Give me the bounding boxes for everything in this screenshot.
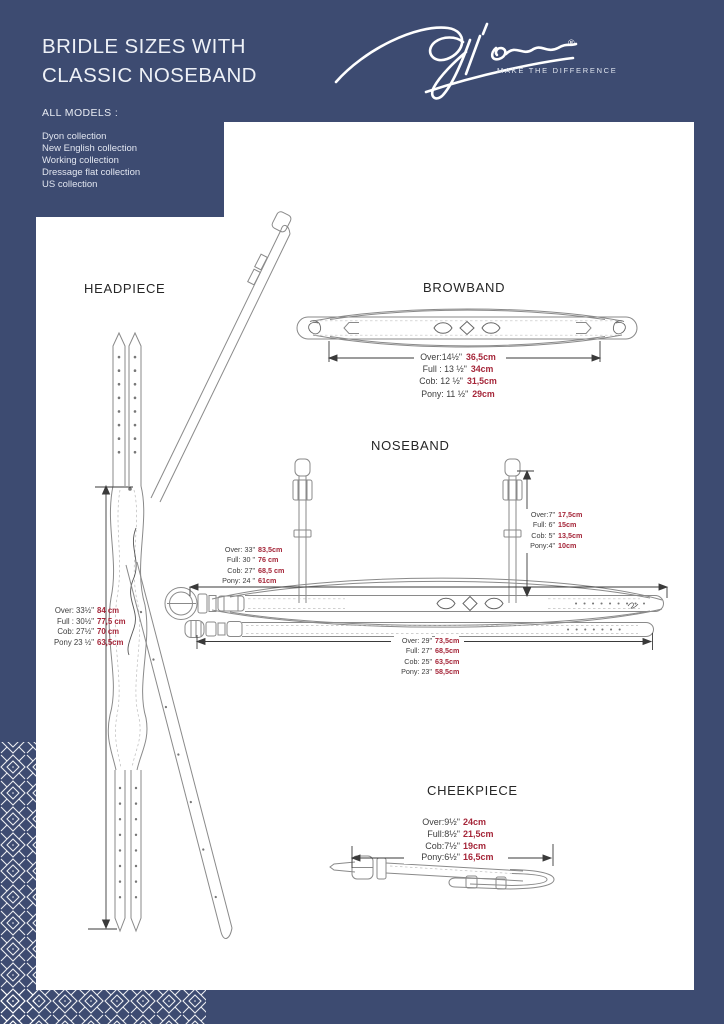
measurement-value: 21,5cm bbox=[463, 828, 494, 839]
measurement-label: Pony:6½" bbox=[404, 852, 460, 864]
measurement-label: Pony:4" bbox=[523, 541, 555, 551]
collection-item: Dressage flat collection bbox=[42, 167, 141, 178]
measurement-value: 31,5cm bbox=[466, 376, 497, 387]
measurement-label: Pony 23 ½" bbox=[53, 637, 94, 647]
measurement-value: 36,5cm bbox=[465, 352, 496, 362]
measurement-row bbox=[50, 617, 126, 628]
measurement-row bbox=[523, 541, 582, 551]
noseband-chin-strap-measurements bbox=[394, 636, 459, 678]
measurement-row bbox=[217, 555, 284, 565]
brand-tagline: MAKE THE DIFFERENCE bbox=[497, 66, 618, 75]
measurement-label: Pony: 23" bbox=[401, 667, 432, 677]
page-title-line1: BRIDLE SIZES WITH bbox=[42, 35, 246, 58]
measurement-row bbox=[394, 646, 459, 656]
measurement-row bbox=[392, 351, 524, 363]
measurement-label: Full: 30 " bbox=[226, 555, 255, 565]
measurement-value: 63,5cm bbox=[97, 637, 124, 647]
section-title-noseband: NOSEBAND bbox=[371, 438, 450, 453]
measurement-label: Over:7" bbox=[523, 510, 555, 520]
headpiece-measurements bbox=[50, 606, 126, 648]
browband-measurements bbox=[392, 351, 524, 400]
collection-item: Working collection bbox=[42, 155, 119, 166]
registered-mark: ® bbox=[568, 38, 575, 48]
measurement-value: 34cm bbox=[470, 364, 494, 375]
measurement-label: Cob: 25" bbox=[404, 656, 432, 666]
measurement-value: 63,5cm bbox=[435, 656, 460, 666]
measurement-label: Full : 30½" bbox=[56, 616, 94, 626]
section-title-cheekpiece: CHEEKPIECE bbox=[427, 783, 518, 798]
measurement-label: Full: 27" bbox=[405, 646, 432, 656]
measurement-label: Full : 13 ½" bbox=[422, 364, 467, 375]
measurement-label: Cob: 5" bbox=[523, 531, 555, 541]
measurement-label: Pony: 24 " bbox=[222, 576, 255, 586]
measurement-row bbox=[523, 531, 582, 541]
measurement-value: 10cm bbox=[558, 541, 582, 551]
dyon-signature bbox=[336, 24, 576, 98]
measurement-label: Cob: 27" bbox=[227, 565, 255, 575]
collection-item: US collection bbox=[42, 179, 98, 190]
measurement-value: 13,5cm bbox=[558, 530, 583, 540]
measurement-row bbox=[523, 510, 582, 520]
measurement-row bbox=[523, 520, 582, 530]
measurement-value: 70 cm bbox=[97, 627, 120, 637]
all-models-label: ALL MODELS : bbox=[42, 107, 119, 119]
measurement-value: 17,5cm bbox=[558, 510, 583, 519]
measurement-row bbox=[394, 657, 459, 667]
measurement-label: Over:14½" bbox=[420, 352, 462, 362]
measurement-value: 73,5cm bbox=[435, 636, 460, 645]
measurement-label: Full:8½" bbox=[427, 828, 460, 839]
measurement-row bbox=[50, 638, 126, 649]
measurement-label: Over: 29" bbox=[394, 636, 432, 646]
measurement-row bbox=[404, 829, 494, 841]
measurement-label: Over: 33" bbox=[224, 545, 255, 554]
measurement-label: Cob: 12 ½" bbox=[419, 376, 463, 387]
measurement-label: Over:9½" bbox=[422, 817, 460, 827]
section-title-browband: BROWBAND bbox=[423, 280, 506, 295]
measurement-value: 83,5cm bbox=[258, 545, 283, 554]
page-title bbox=[42, 33, 257, 90]
measurement-value: 19cm bbox=[463, 840, 487, 851]
measurement-row bbox=[392, 388, 524, 400]
measurement-label: Pony: 11 ½" bbox=[421, 388, 469, 399]
measurement-row bbox=[50, 606, 126, 617]
measurement-value: 68,5cm bbox=[435, 646, 460, 656]
measurement-value: 77,5 cm bbox=[97, 616, 126, 626]
measurement-row bbox=[392, 363, 524, 375]
measurement-value: 58,5cm bbox=[435, 667, 460, 677]
dyon-logo bbox=[330, 12, 586, 106]
noseband-upper-strap-measurements bbox=[217, 545, 284, 587]
measurement-row bbox=[392, 375, 524, 387]
page-title-line2: CLASSIC NOSEBAND bbox=[42, 63, 257, 87]
measurement-label: Cob:7½" bbox=[425, 840, 460, 851]
measurement-row bbox=[394, 667, 459, 677]
collections-list bbox=[42, 131, 140, 191]
section-title-headpiece: HEADPIECE bbox=[84, 281, 166, 296]
measurement-value: 61cm bbox=[258, 576, 277, 586]
measurement-label: Full: 6" bbox=[523, 520, 555, 530]
collection-item: Dyon collection bbox=[42, 131, 107, 142]
measurement-label: Cob: 27½" bbox=[57, 627, 94, 637]
paper-page bbox=[36, 122, 694, 990]
collection-item: New English collection bbox=[42, 143, 138, 154]
measurement-value: 84 cm bbox=[97, 606, 120, 615]
measurement-row bbox=[217, 566, 284, 576]
measurement-label: Over: 33½" bbox=[54, 606, 94, 615]
noseband-hanger-measurements bbox=[523, 510, 582, 552]
measurement-value: 16,5cm bbox=[463, 852, 494, 863]
measurement-value: 15cm bbox=[558, 520, 582, 530]
measurement-value: 68,5 cm bbox=[258, 565, 285, 575]
measurement-row bbox=[404, 841, 494, 853]
measurement-value: 76 cm bbox=[258, 555, 279, 565]
measurement-row bbox=[404, 817, 494, 829]
measurement-row bbox=[217, 545, 284, 555]
cheekpiece-measurements bbox=[404, 817, 494, 864]
measurement-row bbox=[50, 627, 126, 638]
measurement-row bbox=[217, 576, 284, 586]
measurement-row bbox=[404, 852, 494, 864]
measurement-value: 29cm bbox=[472, 388, 495, 399]
measurement-row bbox=[394, 636, 459, 646]
measurement-value: 24cm bbox=[463, 817, 487, 827]
